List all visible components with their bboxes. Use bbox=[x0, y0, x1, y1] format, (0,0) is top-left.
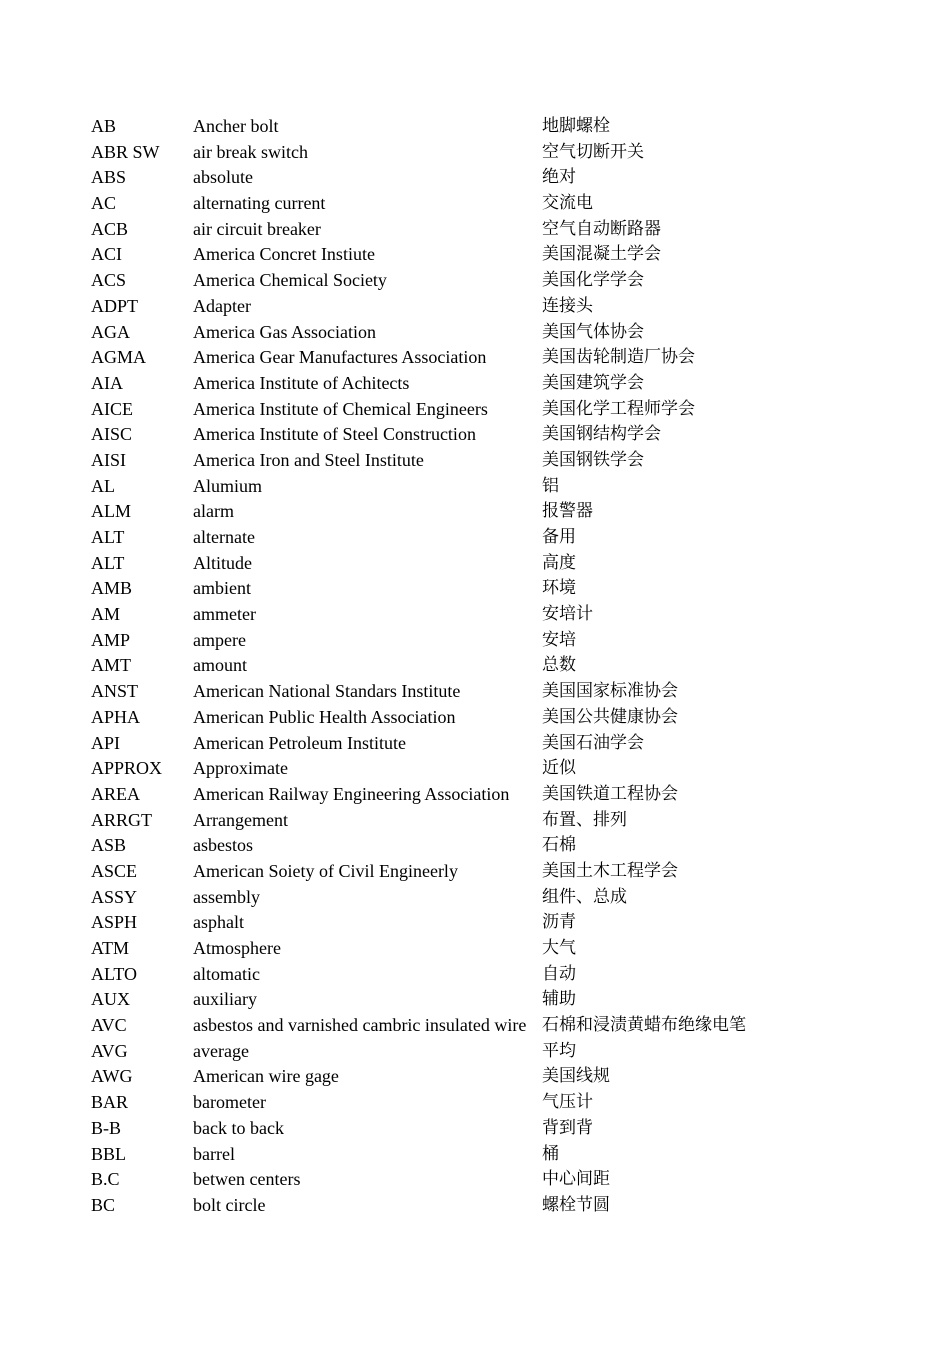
english-term: alarm bbox=[193, 501, 234, 522]
english-term: Approximate bbox=[193, 758, 288, 779]
english-term: bolt circle bbox=[193, 1194, 266, 1215]
chinese-term: 石棉 bbox=[542, 835, 576, 856]
abbreviation: AWG bbox=[91, 1066, 133, 1087]
english-term: air break switch bbox=[193, 141, 308, 162]
chinese-term: 螺栓节圆 bbox=[542, 1194, 610, 1215]
english-term: asphalt bbox=[193, 912, 244, 933]
abbreviation: AISI bbox=[91, 449, 126, 470]
chinese-term: 美国线规 bbox=[542, 1066, 610, 1087]
chinese-term: 桶 bbox=[542, 1143, 559, 1164]
chinese-term: 布置、排列 bbox=[542, 809, 627, 830]
english-term: alternating current bbox=[193, 193, 326, 214]
abbreviation: AICE bbox=[91, 398, 133, 419]
glossary-row bbox=[91, 653, 931, 679]
abbreviation: AREA bbox=[91, 783, 140, 804]
english-term: auxiliary bbox=[193, 989, 257, 1010]
chinese-term: 美国建筑学会 bbox=[542, 372, 644, 393]
abbreviation: AMP bbox=[91, 629, 131, 650]
english-term: America Concret Instiute bbox=[193, 244, 375, 265]
chinese-term: 连接头 bbox=[542, 295, 593, 316]
glossary-row bbox=[91, 165, 931, 191]
glossary-row bbox=[91, 1142, 931, 1168]
glossary-row bbox=[91, 294, 931, 320]
english-term: absolute bbox=[193, 167, 253, 188]
chinese-term: 自动 bbox=[542, 963, 576, 984]
english-term: alternate bbox=[193, 527, 255, 547]
chinese-term: 美国铁道工程协会 bbox=[542, 783, 678, 804]
abbreviation: AC bbox=[91, 193, 117, 214]
abbreviation: AIA bbox=[91, 372, 123, 393]
english-term: America Iron and Steel Institute bbox=[193, 449, 424, 470]
glossary-row bbox=[91, 1167, 931, 1193]
glossary-row bbox=[91, 885, 931, 911]
chinese-term: 石棉和浸渍黄蜡布绝缘电笔 bbox=[542, 1015, 746, 1036]
english-term: average bbox=[193, 1040, 249, 1061]
abbreviation-glossary bbox=[91, 114, 931, 1219]
chinese-term: 安培计 bbox=[542, 604, 593, 625]
english-term: barrel bbox=[193, 1143, 235, 1164]
glossary-row bbox=[91, 422, 931, 448]
glossary-row bbox=[91, 936, 931, 962]
glossary-row bbox=[91, 345, 931, 371]
english-term: air circuit breaker bbox=[193, 218, 321, 239]
chinese-term: 空气自动断路器 bbox=[542, 218, 661, 239]
abbreviation: ADPT bbox=[91, 295, 139, 316]
abbreviation: B.C bbox=[91, 1169, 120, 1190]
abbreviation: ASB bbox=[91, 835, 127, 856]
abbreviation: ATM bbox=[91, 938, 130, 958]
glossary-row bbox=[91, 1013, 931, 1039]
chinese-term: 美国齿轮制造厂协会 bbox=[542, 347, 695, 368]
chinese-term: 大气 bbox=[542, 938, 576, 958]
glossary-row bbox=[91, 114, 931, 140]
abbreviation: ASCE bbox=[91, 860, 138, 881]
english-term: asbestos and varnished cambric insulated wire bbox=[193, 1015, 527, 1036]
abbreviation: AMT bbox=[91, 655, 131, 676]
chinese-term: 美国国家标准协会 bbox=[542, 681, 678, 702]
abbreviation: AVC bbox=[91, 1015, 127, 1036]
abbreviation: AVG bbox=[91, 1040, 128, 1061]
chinese-term: 备用 bbox=[542, 527, 576, 547]
glossary-row bbox=[91, 1039, 931, 1065]
chinese-term: 美国混凝土学会 bbox=[542, 244, 661, 265]
glossary-row bbox=[91, 910, 931, 936]
abbreviation: ACS bbox=[91, 270, 127, 291]
english-term: America Gas Association bbox=[193, 321, 376, 342]
abbreviation: ANST bbox=[91, 681, 139, 702]
chinese-term: 中心间距 bbox=[542, 1169, 610, 1190]
english-term: ambient bbox=[193, 578, 251, 599]
abbreviation: ASPH bbox=[91, 912, 138, 933]
abbreviation: ABR SW bbox=[91, 141, 160, 162]
abbreviation: ABS bbox=[91, 167, 127, 188]
abbreviation: BAR bbox=[91, 1092, 129, 1113]
abbreviation: AM bbox=[91, 604, 121, 625]
glossary-row bbox=[91, 833, 931, 859]
glossary-row bbox=[91, 1064, 931, 1090]
chinese-term: 高度 bbox=[542, 552, 576, 573]
glossary-row bbox=[91, 397, 931, 423]
glossary-row bbox=[91, 525, 931, 551]
english-term: Altitude bbox=[193, 552, 252, 573]
chinese-term: 沥青 bbox=[542, 912, 576, 933]
english-term: ammeter bbox=[193, 604, 256, 625]
english-term: American National Standars Institute bbox=[193, 681, 461, 702]
glossary-row bbox=[91, 371, 931, 397]
chinese-term: 近似 bbox=[542, 758, 576, 779]
abbreviation: API bbox=[91, 732, 121, 753]
abbreviation: APHA bbox=[91, 706, 141, 727]
chinese-term: 美国化学工程师学会 bbox=[542, 398, 695, 419]
english-term: America Chemical Society bbox=[193, 270, 387, 291]
chinese-term: 总数 bbox=[542, 655, 576, 676]
abbreviation: BBL bbox=[91, 1143, 127, 1164]
english-term: ampere bbox=[193, 629, 246, 650]
english-term: altomatic bbox=[193, 963, 260, 984]
abbreviation: ARRGT bbox=[91, 809, 153, 830]
glossary-row bbox=[91, 628, 931, 654]
glossary-row bbox=[91, 756, 931, 782]
abbreviation: AB bbox=[91, 116, 117, 136]
chinese-term: 环境 bbox=[542, 578, 576, 599]
chinese-term: 美国气体协会 bbox=[542, 321, 644, 342]
abbreviation: AUX bbox=[91, 989, 130, 1010]
abbreviation: ALT bbox=[91, 552, 125, 573]
glossary-row bbox=[91, 140, 931, 166]
glossary-row bbox=[91, 474, 931, 500]
chinese-term: 辅助 bbox=[542, 989, 576, 1010]
glossary-row bbox=[91, 576, 931, 602]
abbreviation: ACB bbox=[91, 218, 129, 239]
glossary-row bbox=[91, 987, 931, 1013]
abbreviation: B-B bbox=[91, 1117, 122, 1138]
glossary-row bbox=[91, 859, 931, 885]
chinese-term: 地脚螺栓 bbox=[542, 116, 610, 136]
chinese-term: 组件、总成 bbox=[542, 886, 627, 907]
abbreviation: AMB bbox=[91, 578, 133, 599]
glossary-row bbox=[91, 731, 931, 757]
chinese-term: 铝 bbox=[542, 475, 559, 496]
glossary-row bbox=[91, 808, 931, 834]
glossary-row bbox=[91, 551, 931, 577]
glossary-row bbox=[91, 191, 931, 217]
english-term: barometer bbox=[193, 1092, 266, 1113]
abbreviation: AGMA bbox=[91, 347, 147, 368]
english-term: America Institute of Steel Construction bbox=[193, 424, 476, 445]
glossary-row bbox=[91, 499, 931, 525]
glossary-row bbox=[91, 320, 931, 346]
abbreviation: ALTO bbox=[91, 963, 138, 984]
english-term: assembly bbox=[193, 886, 260, 907]
chinese-term: 报警器 bbox=[542, 501, 593, 522]
english-term: back to back bbox=[193, 1117, 284, 1138]
chinese-term: 背到背 bbox=[542, 1117, 593, 1138]
glossary-row bbox=[91, 217, 931, 243]
chinese-term: 美国公共健康协会 bbox=[542, 706, 678, 727]
english-term: America Institute of Chemical Engineers bbox=[193, 398, 488, 419]
glossary-row bbox=[91, 705, 931, 731]
chinese-term: 空气切断开关 bbox=[542, 141, 644, 162]
abbreviation: AGA bbox=[91, 321, 130, 342]
english-term: American Railway Engineering Association bbox=[193, 783, 510, 804]
glossary-row bbox=[91, 679, 931, 705]
abbreviation: BC bbox=[91, 1194, 116, 1215]
chinese-term: 平均 bbox=[542, 1040, 576, 1061]
english-term: American wire gage bbox=[193, 1066, 339, 1087]
abbreviation: APPROX bbox=[91, 758, 163, 779]
english-term: American Soiety of Civil Engineerly bbox=[193, 860, 458, 881]
glossary-row bbox=[91, 242, 931, 268]
english-term: Adapter bbox=[193, 295, 251, 316]
english-term: America Institute of Achitects bbox=[193, 372, 410, 393]
abbreviation: ACI bbox=[91, 244, 122, 265]
abbreviation: ALT bbox=[91, 527, 125, 547]
english-term: Arrangement bbox=[193, 809, 288, 830]
chinese-term: 气压计 bbox=[542, 1092, 593, 1113]
glossary-row bbox=[91, 602, 931, 628]
english-term: Atmosphere bbox=[193, 938, 281, 958]
chinese-term: 交流电 bbox=[542, 193, 593, 214]
english-term: betwen centers bbox=[193, 1169, 301, 1190]
chinese-term: 安培 bbox=[542, 629, 576, 650]
english-term: amount bbox=[193, 655, 247, 676]
glossary-row bbox=[91, 1193, 931, 1219]
glossary-row bbox=[91, 782, 931, 808]
english-term: American Public Health Association bbox=[193, 706, 456, 727]
chinese-term: 美国化学学会 bbox=[542, 270, 644, 291]
glossary-row bbox=[91, 1090, 931, 1116]
english-term: America Gear Manufactures Association bbox=[193, 347, 487, 368]
english-term: American Petroleum Institute bbox=[193, 732, 406, 753]
glossary-row bbox=[91, 962, 931, 988]
chinese-term: 美国土木工程学会 bbox=[542, 860, 678, 881]
chinese-term: 美国石油学会 bbox=[542, 732, 644, 753]
chinese-term: 美国钢铁学会 bbox=[542, 449, 644, 470]
abbreviation: AISC bbox=[91, 424, 133, 445]
abbreviation: ALM bbox=[91, 501, 131, 522]
english-term: Ancher bolt bbox=[193, 116, 279, 136]
glossary-row bbox=[91, 268, 931, 294]
chinese-term: 美国钢结构学会 bbox=[542, 424, 661, 445]
glossary-row bbox=[91, 448, 931, 474]
english-term: asbestos bbox=[193, 835, 253, 856]
chinese-term: 绝对 bbox=[542, 167, 576, 188]
abbreviation: AL bbox=[91, 475, 115, 496]
english-term: Alumium bbox=[193, 475, 263, 496]
glossary-row bbox=[91, 1116, 931, 1142]
abbreviation: ASSY bbox=[91, 886, 138, 907]
